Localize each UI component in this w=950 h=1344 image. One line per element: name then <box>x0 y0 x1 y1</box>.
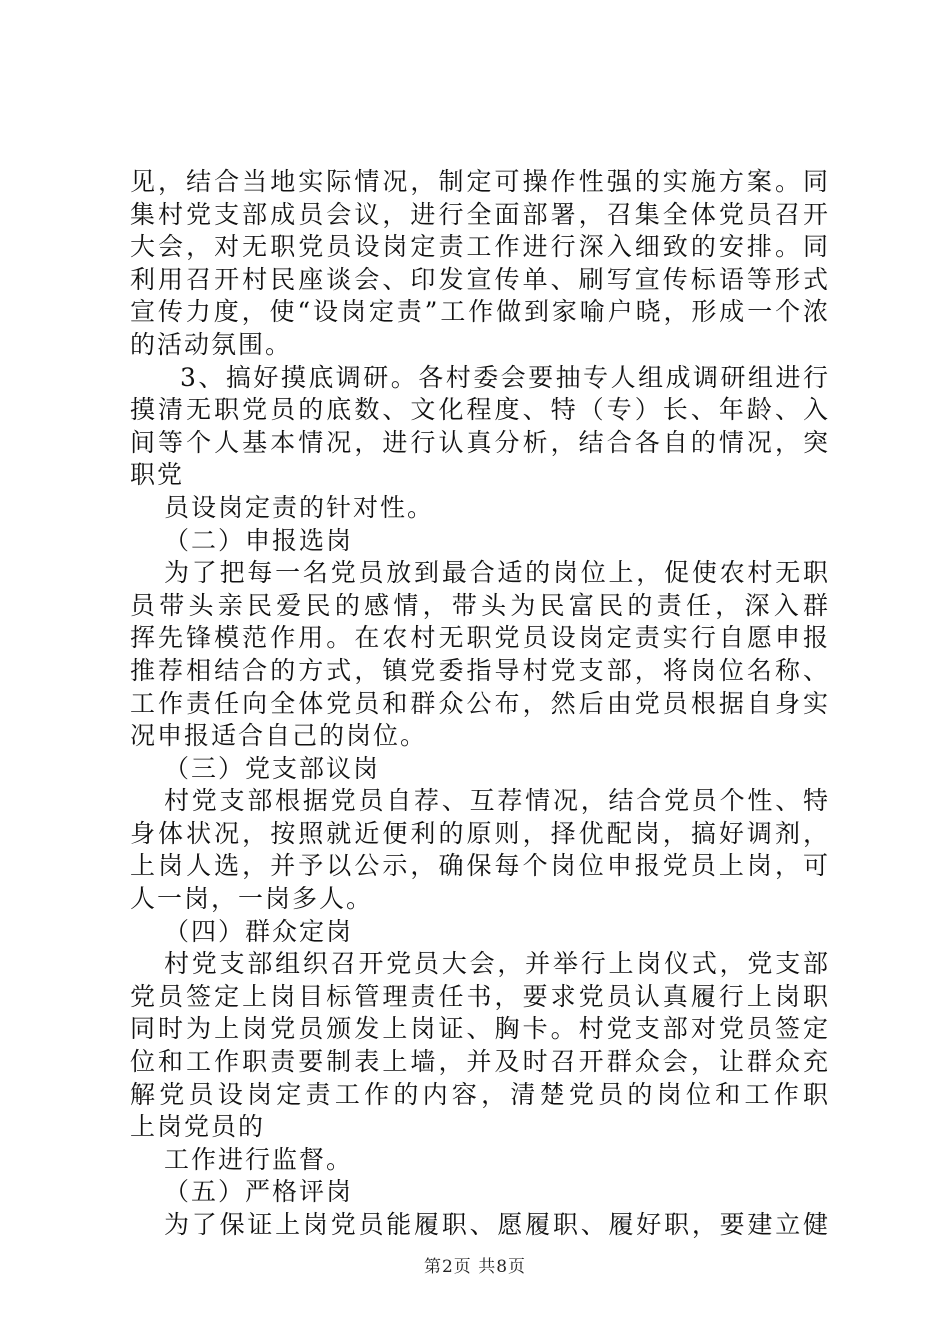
document-body <box>130 166 830 1242</box>
text-line: 大会，对无职党员设岗定责工作进行深入细致的安排。同 <box>130 232 830 262</box>
text-line: 的活动氛围。 <box>130 329 293 359</box>
text-line: 为了保证上岗党员能履职、愿履职、履好职，要建立健 <box>164 1210 830 1239</box>
text-line: 见，结合当地实际情况，制定可操作性强的实施方案。同 <box>130 167 830 196</box>
text-line: 身体状况，按照就近便利的原则，择优配岗，搞好调剂， <box>130 818 830 848</box>
text-line: （二）申报选岗 <box>164 525 354 555</box>
text-line: 间等个人基本情况，进行认真分析，结合各自的情况，突 <box>130 427 830 457</box>
text-line: 摸清无职党员的底数、文化程度、特（专）长、年龄、入 <box>130 395 830 425</box>
text-line: 挥先锋模范作用。在农村无职党员设岗定责实行自愿申报 <box>130 623 830 653</box>
text-line: 利用召开村民座谈会、印发宣传单、刷写宣传标语等形式 <box>130 264 830 294</box>
text-line: 员设岗定责的针对性。 <box>164 492 435 522</box>
text-line: 工作责任向全体党员和群众公布，然后由党员根据自身实 <box>130 688 830 718</box>
text-line: 上岗党员的 <box>130 1112 266 1142</box>
text-line: 3、搞好摸底调研。各村委会要抽专人组成调研组进行 <box>180 362 830 392</box>
text-line: （三）党支部议岗 <box>164 753 381 783</box>
text-line: （四）群众定岗 <box>164 916 354 946</box>
text-line: 位和工作职责要制表上墙，并及时召开群众会，让群众充 <box>130 1047 830 1077</box>
text-line: 工作进行监督。 <box>164 1144 354 1174</box>
text-line: 员带头亲民爱民的感情，带头为民富民的责任，深入群 <box>130 590 830 620</box>
text-line: 况申报适合自己的岗位。 <box>130 721 428 751</box>
text-line: 解党员设岗定责工作的内容，清楚党员的岗位和工作职 <box>130 1079 830 1109</box>
text-line: 宣传力度，使“设岗定责”工作做到家喻户晓，形成一个浓 <box>130 297 830 327</box>
text-line: 人一岗，一岗多人。 <box>130 884 374 914</box>
page-footer: 第2页 共8页 <box>423 1257 527 1277</box>
text-line: （五）严格评岗 <box>164 1177 354 1207</box>
text-line: 村党支部组织召开党员大会，并举行上岗仪式，党支部 <box>164 949 830 979</box>
text-line: 为了把每一名党员放到最合适的岗位上，促使农村无职 <box>164 558 830 588</box>
text-line: 同时为上岗党员颁发上岗证、胸卡。村党支部对党员签定 <box>130 1014 830 1044</box>
text-line: 职党 <box>130 460 185 490</box>
text-line: 推荐相结合的方式，镇党委指导村党支部，将岗位名称、 <box>130 655 830 685</box>
text-line: 村党支部根据党员自荐、互荐情况，结合党员个性、特 <box>164 786 830 816</box>
text-line: 集村党支部成员会议，进行全面部署，召集全体党员召开 <box>130 199 830 229</box>
text-line: 党员签定上岗目标管理责任书，要求党员认真履行上岗职 <box>130 981 830 1011</box>
text-line: 上岗人选，并予以公示，确保每个岗位申报党员上岗，可 <box>130 851 830 881</box>
